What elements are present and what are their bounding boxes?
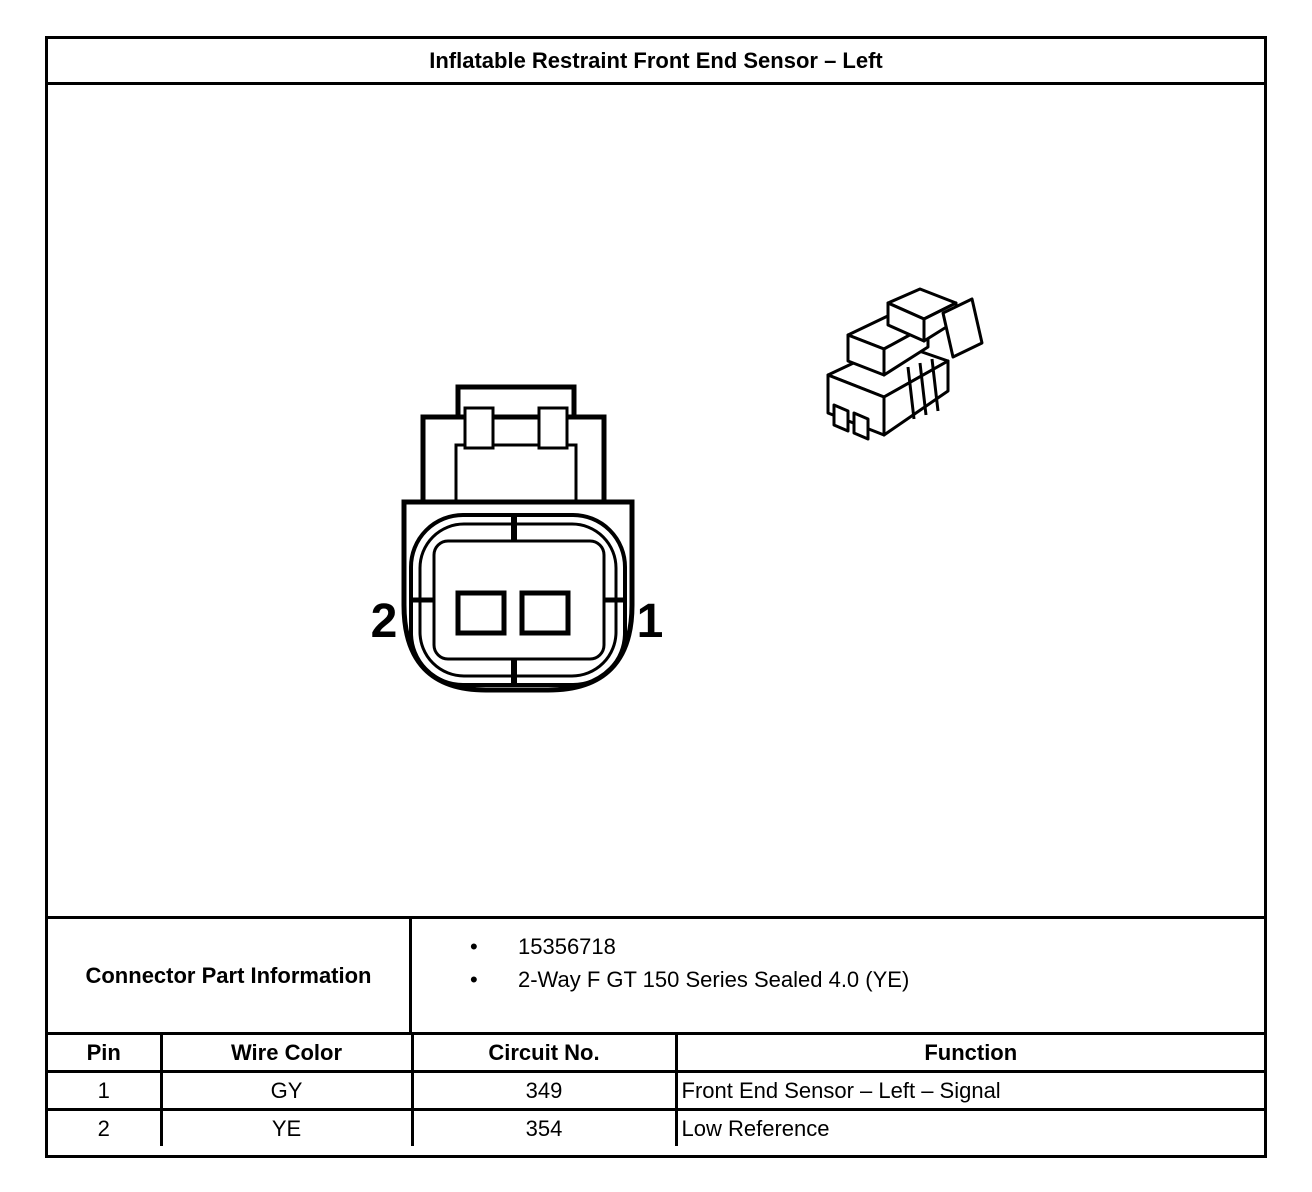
pin-table (48, 1035, 1264, 1146)
cell-function: Low Reference (676, 1110, 1264, 1147)
connector-part-list (412, 919, 1264, 1032)
cell-circuit: 354 (412, 1110, 676, 1147)
cell-pin: 2 (48, 1110, 161, 1147)
table-row (48, 1072, 1264, 1110)
cell-wire-color: YE (161, 1110, 412, 1147)
cell-circuit: 349 (412, 1072, 676, 1110)
header-wire-color: Wire Color (161, 1035, 412, 1072)
part-item (470, 963, 909, 996)
table-row (48, 1110, 1264, 1147)
diagram-title: Inflatable Restraint Front End Sensor – Left (48, 39, 1264, 85)
cell-function: Front End Sensor – Left – Signal (676, 1072, 1264, 1110)
header-circuit-no: Circuit No. (412, 1035, 676, 1072)
cell-pin: 1 (48, 1072, 161, 1110)
connector-part-information (48, 916, 1264, 1035)
connector-isometric-view (828, 289, 982, 439)
bullet-icon: • (470, 934, 478, 959)
part-number: 15356718 (518, 934, 616, 959)
connector-diagram-frame (45, 36, 1267, 1158)
bullet-icon: • (470, 967, 478, 992)
header-pin: Pin (48, 1035, 161, 1072)
part-description: 2-Way F GT 150 Series Sealed 4.0 (YE) (518, 967, 910, 992)
pin-table-header (48, 1035, 1264, 1072)
connector-part-label: Connector Part Information (48, 919, 412, 1032)
figure-area (48, 85, 1264, 916)
connector-face-drawing (404, 387, 632, 690)
pin-1-label: 1 (636, 595, 664, 648)
connector-face-view (48, 85, 1264, 916)
cell-wire-color: GY (161, 1072, 412, 1110)
part-item (470, 930, 909, 963)
header-function: Function (676, 1035, 1264, 1072)
pin-2-label: 2 (370, 595, 398, 648)
